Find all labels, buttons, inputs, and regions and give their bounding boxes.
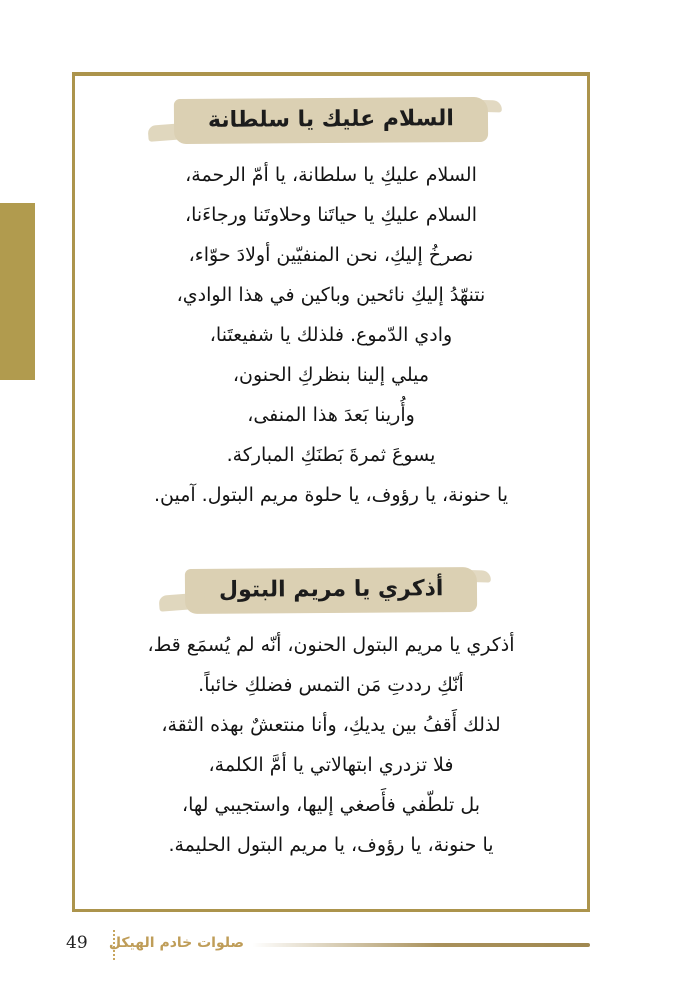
prayer-section-othkori	[75, 568, 587, 865]
prayer-line: بل تلطّفي فأَصغي إليها، واستجيبي لها،	[181, 794, 481, 816]
prayer-line: ميلي إلينا بنظركِ الحنون،	[232, 364, 430, 386]
chapter-tab-marker	[0, 203, 35, 380]
footer-book-title: صلوات خادم الهيكل	[108, 935, 244, 951]
prayer-line: وأُرينا بَعدَ هذا المنفى،	[247, 404, 415, 426]
prayer-line: نتنهّدُ إليكِ نائحين وباكين في هذا الوادي،	[176, 284, 486, 306]
section-heading: السلام عليك يا سلطانة	[207, 106, 455, 133]
prayer-line: يا حنونة، يا رؤوف، يا مريم البتول الحليمة.	[168, 834, 494, 856]
footer-rule	[252, 943, 590, 947]
prayer-text	[75, 155, 587, 515]
prayer-line: السلام عليكِ يا سلطانة، يا أمّ الرحمة،	[185, 164, 477, 186]
decorative-border-frame	[72, 72, 590, 912]
prayer-line: فلا تزدري ابتهالاتي يا أمَّ الكلمة،	[208, 754, 454, 776]
prayer-text	[75, 625, 587, 865]
section-heading-wrap	[75, 98, 587, 143]
prayer-section-salam	[75, 98, 587, 515]
section-heading: أذكري يا مريم البتول	[218, 576, 444, 603]
page-footer	[0, 924, 679, 968]
prayer-line: لذلك أَقفُ بين يديكِ، وأنا منتعشٌ بهذه الثقة،	[161, 714, 501, 736]
prayer-line: يا حنونة، يا رؤوف، يا حلوة مريم البتول. آمين.	[153, 484, 509, 506]
brush-stroke-highlight	[185, 567, 478, 614]
page-content	[75, 76, 587, 909]
prayer-line: نصرخُ إليكِ، نحن المنفيّين أولادَ حوّاء،	[188, 244, 474, 266]
prayer-line: أذكري يا مريم البتول الحنون، أنّه لم يُسمَع قط،	[147, 634, 515, 656]
brush-stroke-highlight	[174, 97, 488, 144]
section-heading-wrap	[75, 568, 587, 613]
prayer-line: يسوعَ ثمرةَ بَطنَكِ المباركة.	[226, 444, 436, 466]
prayer-line: السلام عليكِ يا حياتَنا وحلاوتَنا ورجاءَنا،	[184, 204, 478, 226]
prayer-line: وادي الدّموع. فلذلك يا شفيعتَنا،	[209, 324, 453, 346]
page-number: 49	[66, 933, 88, 953]
prayer-line: أنّكِ رددتِ مَن التمس فضلكِ خائباً.	[198, 674, 464, 696]
